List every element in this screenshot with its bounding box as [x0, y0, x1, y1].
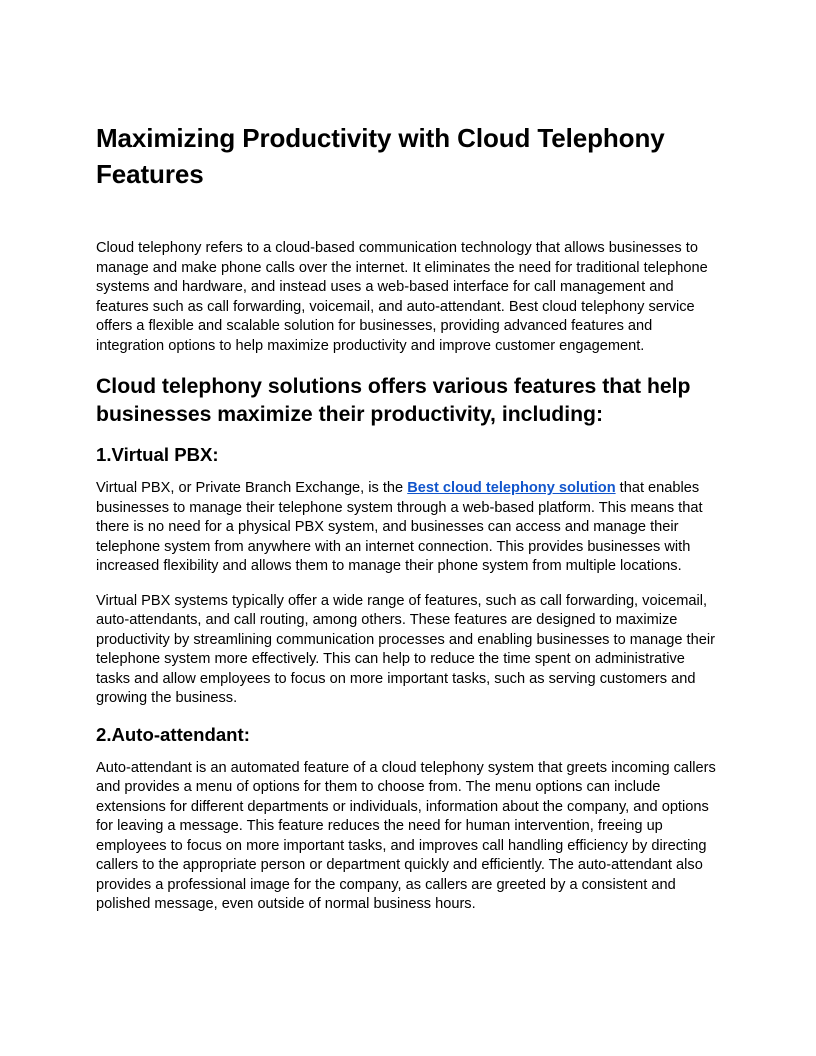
- virtual-pbx-paragraph-2: Virtual PBX systems typically offer a wide range of features, such as call forwarding, voicemail, auto-attendants, and call routing, among others. These features are designed to maximize productivity by streamlining communication processes and enabling businesses to manage their telephone system more effectively. This can help to reduce the time spent on administrative tasks and allow employees to focus on more important tasks, such as serving customers and growing the business.: [96, 592, 715, 706]
- virtual-pbx-heading: 1.Virtual PBX:: [96, 444, 219, 465]
- features-section-heading: Cloud telephony solutions offers various features that help businesses maximize their productivity, including:: [96, 375, 691, 426]
- virtual-pbx-text-before-link: Virtual PBX, or Private Branch Exchange, is the: [96, 480, 408, 496]
- intro-paragraph: Cloud telephony refers to a cloud-based communication technology that allows businesses to manage and make phone calls over the internet. It eliminates the need for traditional telephone systems and hardware, and instead uses a web-based interface for call management and features such as call forwarding, voicemail, and auto-attendant. Best cloud telephony service offers a flexible and scalable solution for businesses, providing advanced features and integration options to help maximize productivity and improve customer engagement.: [96, 240, 708, 354]
- virtual-pbx-text-after-link: that enables businesses to manage their telephone system through a web-based platform. This means that there is no need for a physical PBX system, and businesses can access and manage their telephone system from anywhere with an internet connection. This provides businesses with increased flexibility and allows them to manage their phone system from multiple locations.: [96, 480, 703, 574]
- auto-attendant-heading: 2.Auto-attendant:: [96, 723, 250, 745]
- auto-attendant-paragraph: Auto-attendant is an automated feature of a cloud telephony system that greets incoming callers and provides a menu of options for them to choose from. The menu options can include extensions for different departments or individuals, information about the company, and options for leaving a message. This feature reduces the need for human intervention, freeing up employees to focus on more important tasks, and improves call handling efficiency by directing callers to the appropriate person or department quickly and efficiently. The auto-attendant also provides a professional image for the company, as callers are greeted by a consistent and polished message, even outside of normal business hours.: [96, 759, 716, 912]
- document-title: Maximizing Productivity with Cloud Telephony Features: [96, 123, 665, 189]
- best-cloud-telephony-link[interactable]: Best cloud telephony solution: [407, 480, 616, 496]
- document-page: [96, 120, 722, 915]
- virtual-pbx-paragraph-1: [96, 479, 722, 577]
